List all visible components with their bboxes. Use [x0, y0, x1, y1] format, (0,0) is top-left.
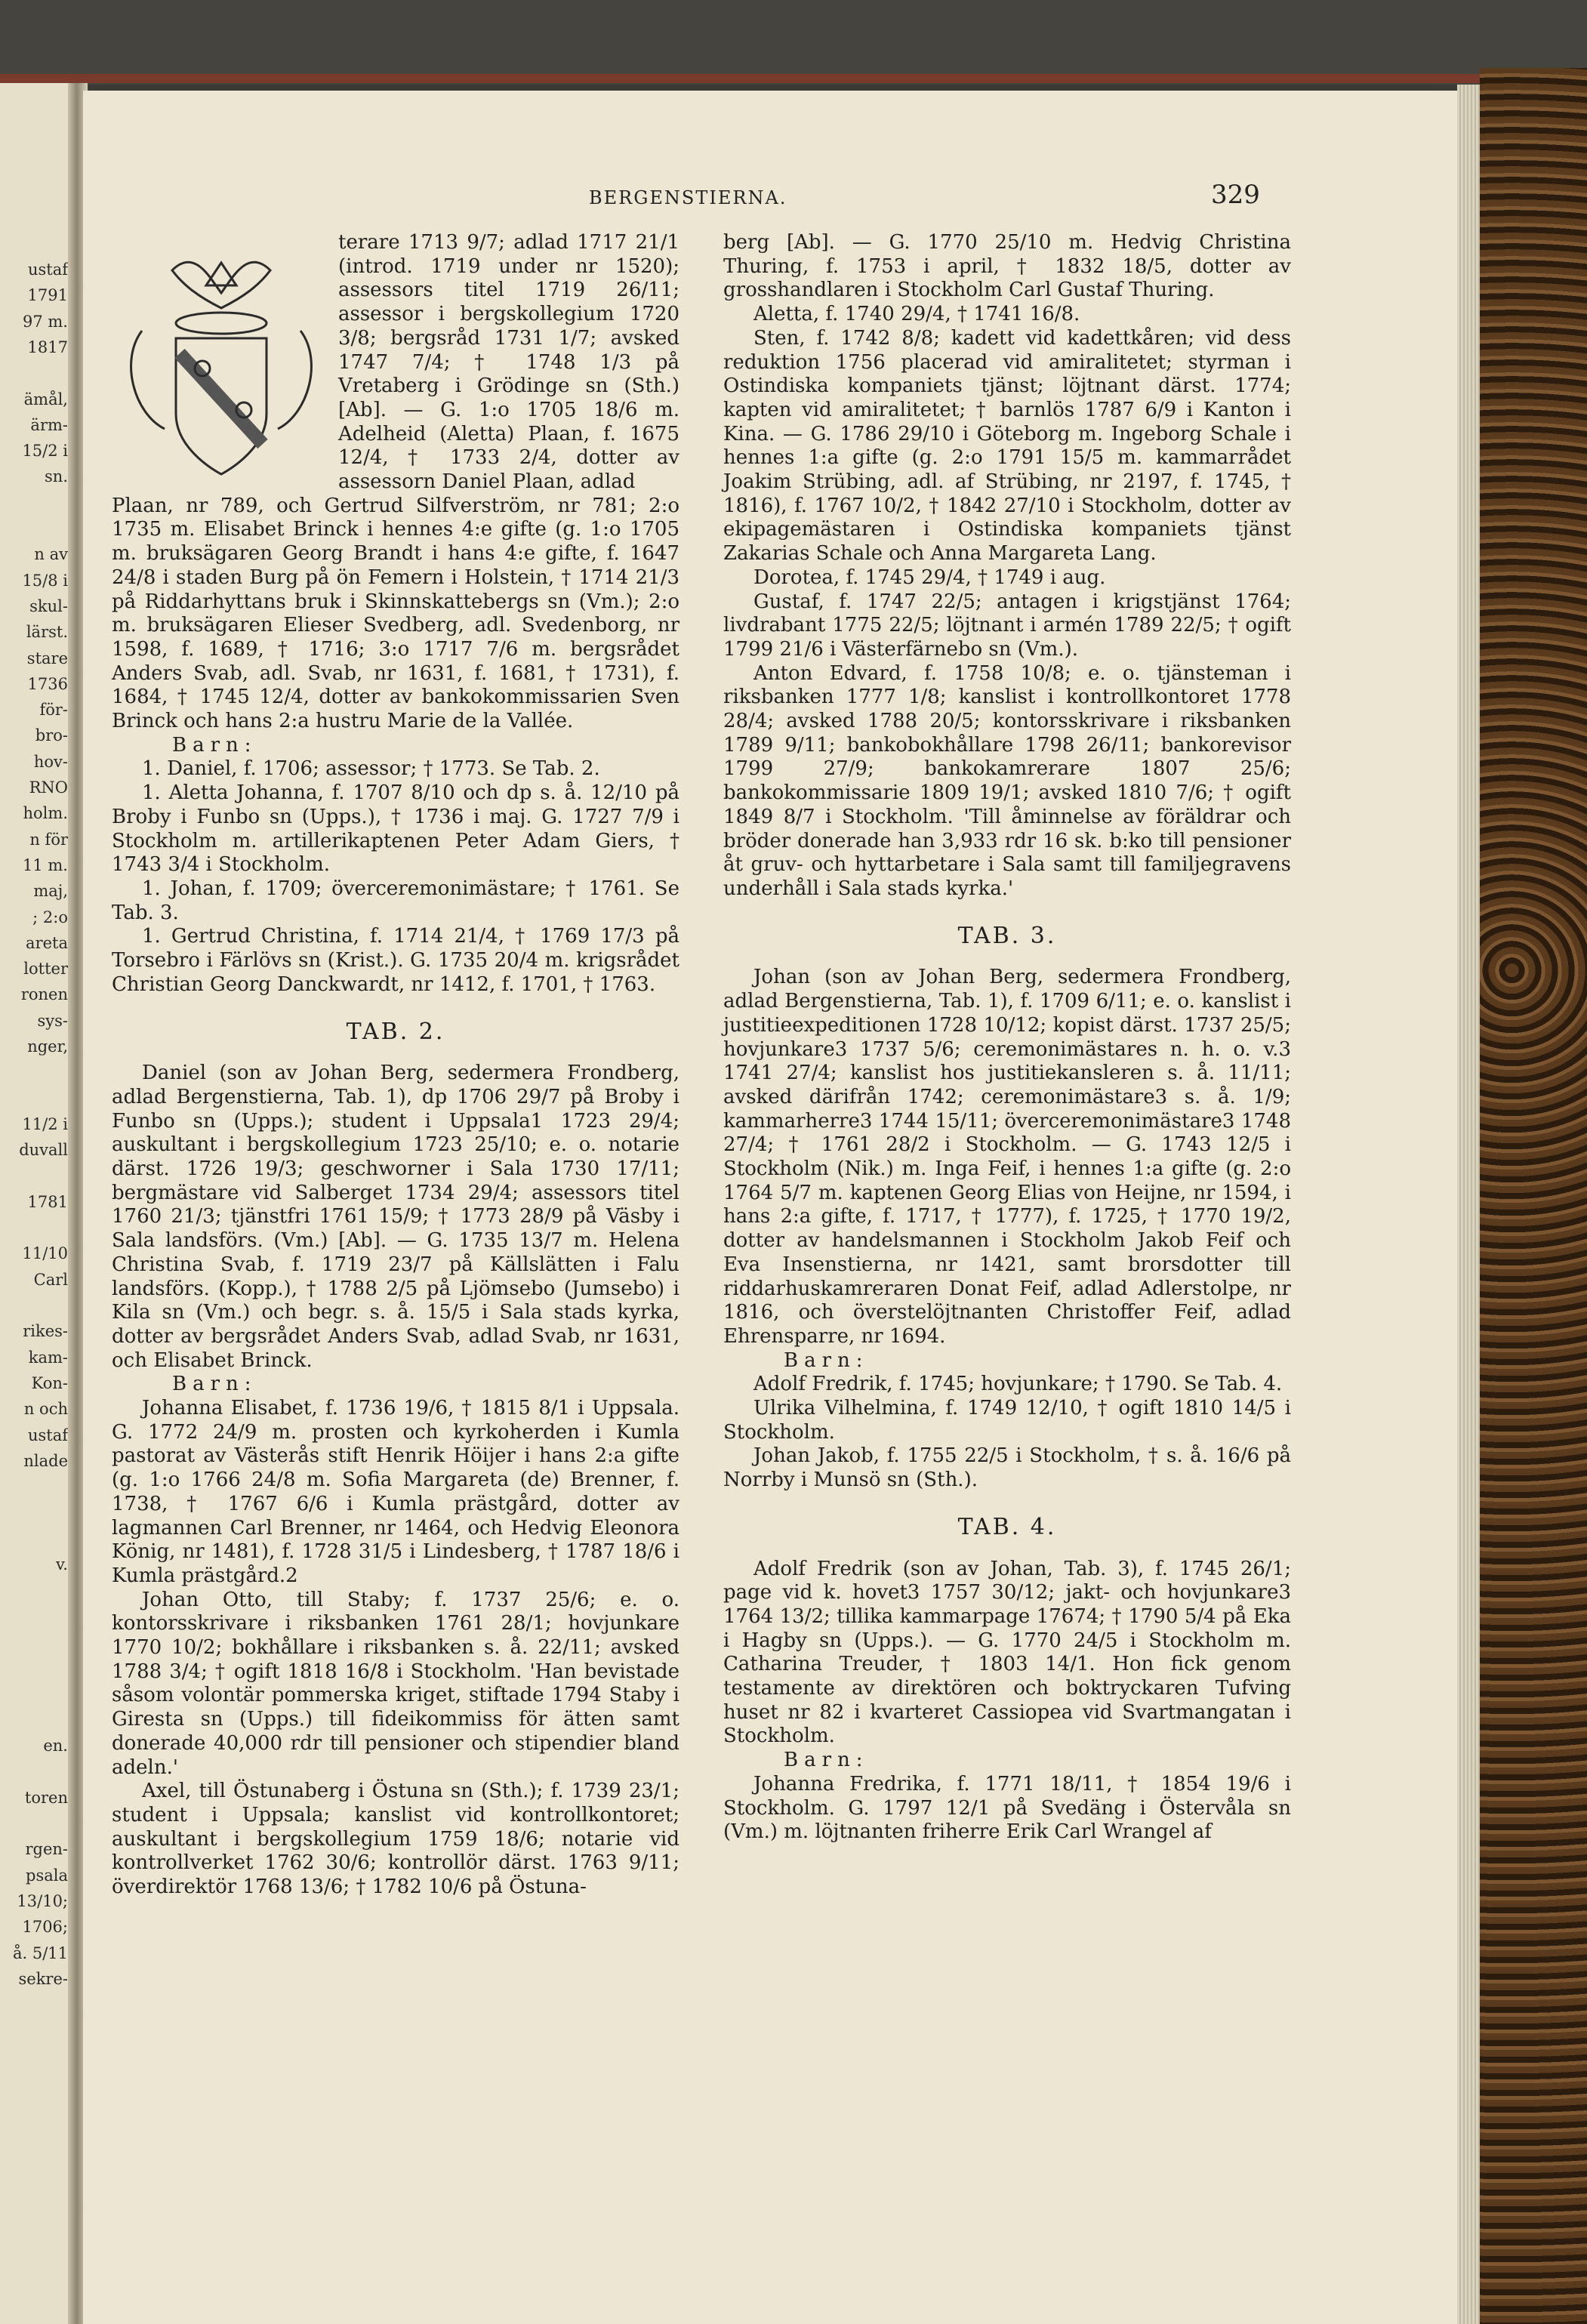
- right-paragraph: Johan Jakob, f. 1755 22/5 i Stockholm, † s. å. 16/6 på Norrby i Munsö sn (Sth.).: [723, 1444, 1291, 1492]
- book-edge-strip: [0, 74, 1587, 83]
- left-margin-line: 1791: [27, 286, 68, 305]
- right-paragraph: Adolf Fredrik, f. 1745; hovjunkare; † 1790. Se Tab. 4.: [753, 1373, 1283, 1396]
- left-margin-line: 15/8 i: [22, 571, 68, 590]
- left-paragraph: terare 1713 9/7; adlad 1717 21/1 (introd. 1719 under nr 1520); assessors titel 1719 26/11; assessor i bergskollegium 1720 3/8; bergsråd 1731 1/7; avsked 1747 7/4; † 1748 1/3 på Vretaberg i Grödinge sn (Sth.) [Ab]. — G. 1:o 1705 18/6 m. Adelheid (Aletta) Plaan, f. 1675 12/4, † 1733 2/4, dotter av assessorn Daniel Plaan, adlad: [338, 231, 679, 494]
- left-margin-line: 1706;: [22, 1918, 68, 1937]
- right-paragraph: Gustaf, f. 1747 22/5; antagen i krigstjänst 1764; livdrabant 1775 22/5; löjtnant i armén 1789 22/5; † ogift 1799 21/6 i Västerfärnebo sn (Vm.).: [723, 590, 1291, 661]
- left-margin-line: ustaf: [27, 1426, 68, 1444]
- table-heading: TAB. 3.: [957, 922, 1057, 949]
- right-column: [723, 231, 1291, 1845]
- left-margin-line: 11/10: [22, 1244, 68, 1263]
- left-margin-line: rgen-: [25, 1840, 68, 1859]
- left-margin-line: ämål,: [23, 390, 68, 408]
- left-margin-line: kam-: [28, 1348, 68, 1367]
- left-margin-line: ; 2:o: [32, 908, 68, 926]
- children-heading: Barn:: [784, 1749, 869, 1772]
- left-margin-line: ärm-: [30, 415, 68, 434]
- left-margin-line: 13/10;: [17, 1891, 68, 1910]
- left-paragraph: 1. Johan, f. 1709; överceremonimästare; † 1761. Se Tab. 3.: [112, 877, 679, 924]
- left-paragraph: Plaan, nr 789, och Gertrud Silfverström, nr 781; 2:o 1735 m. Elisabet Brinck i hennes 4:e gifte (g. 1:o 1705 m. bruksägaren Georg Brandt i hans 4:e gifte, f. 1647 24/8 i staden Burg på ön Femern i Holstein, † 1714 21/3 på Riddarhyttans bruk i Skinnskattebergs sn (Vm.); 2:o m. bruksägaren Elieser Svedberg, adl. Svedenborg, nr 1598, f. 1689, † 1716; 3:o 1717 7/6 m. bergsrådet Anders Svab, adl. Svab, nr 1631, f. 1681, † 1731), f. 1684, † 1745 12/4, dotter av bankokommissarien Sven Brinck och hans 2:a hustru Marie de la Vallée.: [112, 494, 679, 733]
- left-margin-line: 1736: [27, 674, 68, 693]
- right-paragraph: Anton Edvard, f. 1758 10/8; e. o. tjänsteman i riksbanken 1777 1/8; kanslist i kontrollkontoret 1778 28/4; avsked 1788 20/5; kontorsskrivare i riksbanken 1789 9/11; bankobokhållare 1798 26/11; bankorevisor 1799 27/9; bankokamrerare 1807 25/6; bankokommissarie 1809 19/1; avsked 1810 7/6; † ogift 1849 8/7 i Stockholm. 'Till åminnelse av föräldrar och bröder donerade han 3,933 rdr 16 sk. b:ko till pensioner åt gruv- och hyttarbetare i Sala samt till familjegravens underhåll i Sala stads kyrka.': [723, 661, 1291, 900]
- left-paragraph: Axel, till Östunaberg i Östuna sn (Sth.); f. 1739 23/1; student i Uppsala; kanslist vid kontrollkontoret; auskultant i bergskollegium 1759 18/6; notarie vid kontrollverket 1762 30/6; kontrollör därst. 1763 9/11; överdirektör 1768 13/6; † 1782 10/6 på Östuna-: [112, 1780, 679, 1899]
- left-margin-line: psala: [26, 1866, 68, 1885]
- right-paragraph: berg [Ab]. — G. 1770 25/10 m. Hedvig Christina Thuring, f. 1753 i april, † 1832 18/5, dotter av grosshandlaren i Stockholm Carl Gustaf Thuring.: [723, 231, 1291, 302]
- left-margin-line: duvall: [19, 1141, 68, 1160]
- left-paragraph: Johan Otto, till Staby; f. 1737 25/6; e. o. kontorsskrivare i riksbanken 1761 28/1; hovjunkare 1770 10/2; bokhållare i riksbanken s. å. 22/11; avsked 1788 3/4; † ogift 1818 16/8 i Stockholm. 'Han bevistade såsom volontär pommerska kriget, stiftade 1794 Staby i Giresta sn (Upps.) till fideikommiss för ätten samt donerade 40,000 rdr till pensioner och stipendier bland adeln.': [112, 1588, 679, 1779]
- left-paragraph: 1. Daniel, f. 1706; assessor; † 1773. Se Tab. 2.: [142, 757, 600, 781]
- left-margin-line: lotter: [23, 960, 68, 979]
- right-paragraph: Johanna Fredrika, f. 1771 18/11, † 1854 19/6 i Stockholm. G. 1797 12/1 på Svedäng i Östervåla sn (Vm.) m. löjtnanten friherre Erik Carl Wrangel af: [723, 1772, 1291, 1844]
- left-margin-line: 1781: [27, 1192, 68, 1211]
- right-paragraph: Sten, f. 1742 8/8; kadett vid kadettkåren; vid dess reduktion 1756 placerad vid amiralitetet; styrman i Ostindiska kompaniets tjänst; löjtnant därst. 1774; kapten vid amiralitetet; † barnlös 1787 6/9 i Kanton i Kina. — G. 1786 29/10 i Göteborg m. Ingeborg Schale i hennes 1:a gifte (g. 2:o 1791 15/5 m. kammarrådet Joakim Strübing, adl. af Strübing, nr 2197, f. 1745, † 1816), f. 1767 10/2, † 1842 27/10 i Stockholm, dotter av ekipagemästaren i Ostindiska kompaniets tjänst Zakarias Schale och Anna Margareta Lang.: [723, 326, 1291, 566]
- left-margin-line: lärst.: [26, 623, 68, 642]
- left-margin-line: maj,: [33, 882, 68, 901]
- page-number: 329: [1211, 180, 1260, 210]
- left-margin-line: 11 m.: [23, 855, 68, 874]
- left-margin-line: Kon-: [31, 1373, 68, 1392]
- left-margin-line: RNO: [29, 778, 68, 797]
- right-paragraph: Aletta, f. 1740 29/4, † 1741 16/8.: [753, 303, 1080, 326]
- left-margin-line: toren: [24, 1788, 68, 1807]
- left-paragraph: Daniel (son av Johan Berg, sedermera Frondberg, adlad Bergenstierna, Tab. 1), dp 1706 29/7 på Broby i Funbo sn (Upps.); student i Uppsala1 1723 29/4; auskultant i bergskollegium 1723 25/10; e. o. notarie därst. 1726 19/3; geschworner i Sala 1730 17/11; bergmästare vid Salberget 1734 29/4; assessors titel 1760 21/3; tjänstfri 1761 15/9; † 1773 28/9 på Väsby i Sala landsförs. (Vm.) [Ab]. — G. 1735 13/7 m. Helena Christina Svab, f. 1719 23/7 på Källslätten i Falu landsförs. (Kopp.), † 1788 2/5 på Ljömsebo (Jumsebo) i Kila sn (Vm.) och begr. s. å. 15/5 i Sala stads kyrka, dotter av bergsrådet Anders Svab, adlad Svab, nr 1631, och Elisabet Brinck.: [112, 1062, 679, 1372]
- left-margin-line: nger,: [27, 1037, 68, 1056]
- background-top: [0, 0, 1587, 85]
- left-column: [112, 231, 679, 1900]
- left-margin-line: holm.: [23, 804, 68, 823]
- left-margin-line: sn.: [45, 467, 68, 486]
- left-margin-line: bro-: [35, 726, 68, 745]
- left-margin-line: sys-: [37, 1011, 68, 1030]
- right-paragraph: Ulrika Vilhelmina, f. 1749 12/10, † ogift 1810 14/5 i Stockholm.: [723, 1397, 1291, 1444]
- left-margin-line: rikes-: [23, 1322, 68, 1341]
- left-page-sliver: [0, 83, 72, 2324]
- left-margin-line: å. 5/11: [12, 1943, 68, 1962]
- left-margin-line: ustaf: [27, 260, 68, 279]
- right-paragraph: Dorotea, f. 1745 29/4, † 1749 i aug.: [753, 566, 1106, 589]
- left-margin-line: v.: [55, 1555, 68, 1573]
- left-margin-line: n för: [29, 830, 68, 849]
- left-margin-line: 97 m.: [23, 312, 68, 331]
- right-paragraph: Adolf Fredrik (son av Johan, Tab. 3), f. 1745 26/1; page vid k. hovet3 1757 30/12; jakt- och hovjunkare3 1764 13/2; tillika kammarpage 17674; † 1790 5/4 på Eka i Hagby sn (Upps.). — G. 1770 24/5 i Stockholm m. Catharina Treuder, † 1803 14/1. Hon fick genom testamente av direktören och boktryckaren Tufving huset nr 82 i kvarteret Cassiopea vid Svartmangatan i Stockholm.: [723, 1557, 1291, 1748]
- left-margin-line: 11/2 i: [22, 1114, 68, 1133]
- left-margin-line: 15/2 i: [22, 442, 68, 461]
- left-margin-line: sekre-: [18, 1969, 68, 1988]
- left-margin-line: ronen: [20, 985, 68, 1004]
- left-margin-line: hov-: [33, 752, 68, 771]
- children-heading: Barn:: [784, 1348, 869, 1372]
- left-margin-line: för-: [39, 701, 68, 720]
- left-margin-line: areta: [26, 933, 68, 952]
- running-head: BERGENSTIERNA.: [589, 187, 787, 208]
- marbled-cover: [1480, 68, 1587, 2324]
- left-paragraph: 1. Gertrud Christina, f. 1714 21/4, † 1769 17/3 på Torsebro i Färlövs sn (Krist.). G. 1735 20/4 m. krigsrådet Christian Georg Danckwardt, nr 1412, f. 1701, † 1763.: [112, 925, 679, 996]
- left-margin-line: 1817: [27, 338, 68, 356]
- left-margin-line: stare: [26, 649, 68, 667]
- table-heading: TAB. 4.: [957, 1513, 1057, 1540]
- left-margin-line: skul-: [29, 596, 68, 615]
- left-margin-line: n och: [23, 1400, 68, 1419]
- table-heading: TAB. 2.: [346, 1018, 445, 1045]
- left-margin-line: n av: [34, 545, 68, 564]
- left-margin-line: nlade: [23, 1451, 68, 1470]
- children-heading: Barn:: [172, 1373, 257, 1396]
- right-paragraph: Johan (son av Johan Berg, sedermera Frondberg, adlad Bergenstierna, Tab. 1), f. 1709 6/11; e. o. kanslist i justitieexpeditionen 1728 10/12; kopist därst. 1737 25/5; hovjunkare3 1737 5/6; ceremonimästares n. h. o. v.3 1741 27/4; kanslist hos justitiekansleren s. å. 11/11; avsked därifrån 1742; ceremonimästare3 s. å. 1/9; kammarherre3 1744 15/11; överceremonimästare3 1748 27/4; † 1761 28/2 i Stockholm. — G. 1743 12/5 i Stockholm (Nik.) m. Inga Feif, i hennes 1:a gifte (g. 2:o 1764 5/7 m. kaptenen Georg Elias von Heijne, nr 1594, i hans 2:a gifte, f. 1717, † 1777), f. 1725, † 1770 19/2, dotter av handelsmannen i Stockholm Jakob Feif och Eva Insenstierna, nr 1421, samt brorsdotter till riddarhuskamreraren Donat Feif, adlad Adlerstolpe, nr 1816, och överstelöjtnanten Christoffer Feif, adlad Ehrensparre, nr 1694.: [723, 966, 1291, 1348]
- left-paragraph: 1. Aletta Johanna, f. 1707 8/10 och dp s. å. 12/10 på Broby i Funbo sn (Upps.), † 1736 i maj. G. 1727 7/9 i Stockholm m. artillerikaptenen Peter Adam Giers, † 1743 3/4 i Stockholm.: [112, 781, 679, 877]
- left-margin-line: Carl: [33, 1270, 68, 1289]
- left-margin-line: en.: [43, 1737, 68, 1755]
- left-paragraph: Johanna Elisabet, f. 1736 19/6, † 1815 8/1 i Uppsala. G. 1772 24/9 m. prosten och kyrkoherden i Kumla pastorat av Västerås stift Henrik Höijer i hans 2:a gifte (g. 1:o 1766 24/8 m. Sofia Margareta (de) Brenner, f. 1738, † 1767 6/6 i Kumla prästgård, dotter av lagmannen Carl Brenner, nr 1464, och Hedvig Eleonora König, nr 1481), f. 1728 31/5 i Lindesberg, † 1787 18/6 i Kumla prästgård.2: [112, 1397, 679, 1587]
- children-heading: Barn:: [172, 733, 257, 757]
